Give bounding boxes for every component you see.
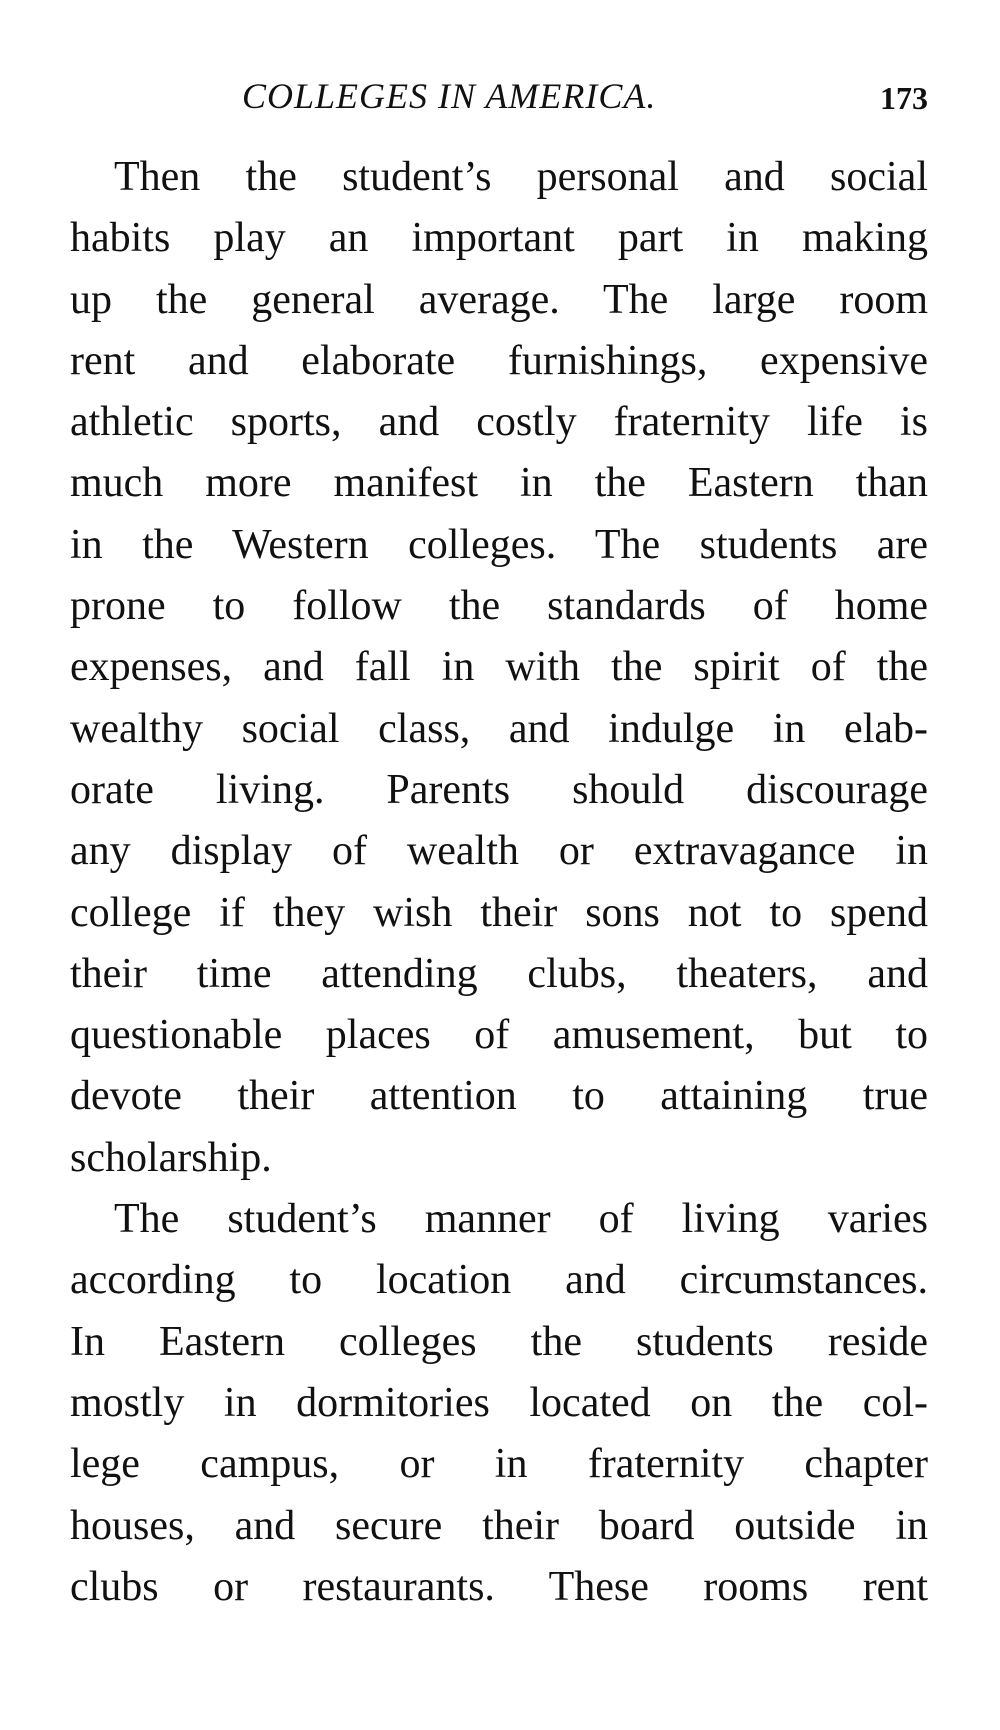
text-line: their time attending clubs, theaters, and bbox=[70, 950, 928, 997]
text-line: wealthy social class, and indulge in elab- bbox=[70, 705, 928, 752]
text-line: habits play an important part in making bbox=[70, 215, 928, 262]
running-head bbox=[70, 74, 928, 118]
text-line: orate living. Parents should discourage bbox=[70, 766, 928, 813]
text-line: college if they wish their sons not to spend bbox=[70, 889, 928, 936]
text-line: devote their attention to attaining true bbox=[70, 1073, 928, 1120]
text-line: questionable places of amusement, but to bbox=[70, 1012, 928, 1059]
text-line: much more manifest in the Eastern than bbox=[70, 460, 928, 507]
text-line: scholarship. bbox=[70, 1134, 272, 1181]
text-line: Then the student’s personal and social bbox=[114, 154, 928, 200]
text-line: mostly in dormitories located on the col- bbox=[70, 1379, 928, 1426]
text-line: any display of wealth or extravagance in bbox=[70, 828, 928, 875]
running-title: COLLEGES IN AMERICA. bbox=[242, 76, 657, 116]
paragraph-1 bbox=[70, 147, 928, 1189]
page-number: 173 bbox=[880, 80, 928, 116]
text-line: clubs or restaurants. These rooms rent bbox=[70, 1563, 928, 1610]
text-line: lege campus, or in fraternity chapter bbox=[70, 1441, 928, 1488]
text-line: up the general average. The large room bbox=[70, 276, 928, 323]
text-line: rent and elaborate furnishings, expensive bbox=[70, 337, 928, 384]
text-line: according to location and circumstances. bbox=[70, 1257, 928, 1304]
paragraph-2 bbox=[70, 1189, 928, 1618]
text-line: houses, and secure their board outside in bbox=[70, 1502, 928, 1549]
text-line: expenses, and fall in with the spirit of the bbox=[70, 644, 928, 691]
text-line: In Eastern colleges the students reside bbox=[70, 1318, 928, 1365]
body-text bbox=[70, 147, 928, 1618]
text-line: The student’s manner of living varies bbox=[114, 1196, 928, 1243]
text-line: athletic sports, and costly fraternity life is bbox=[70, 399, 928, 446]
text-line: prone to follow the standards of home bbox=[70, 583, 928, 630]
text-line: in the Western colleges. The students are bbox=[70, 521, 928, 568]
